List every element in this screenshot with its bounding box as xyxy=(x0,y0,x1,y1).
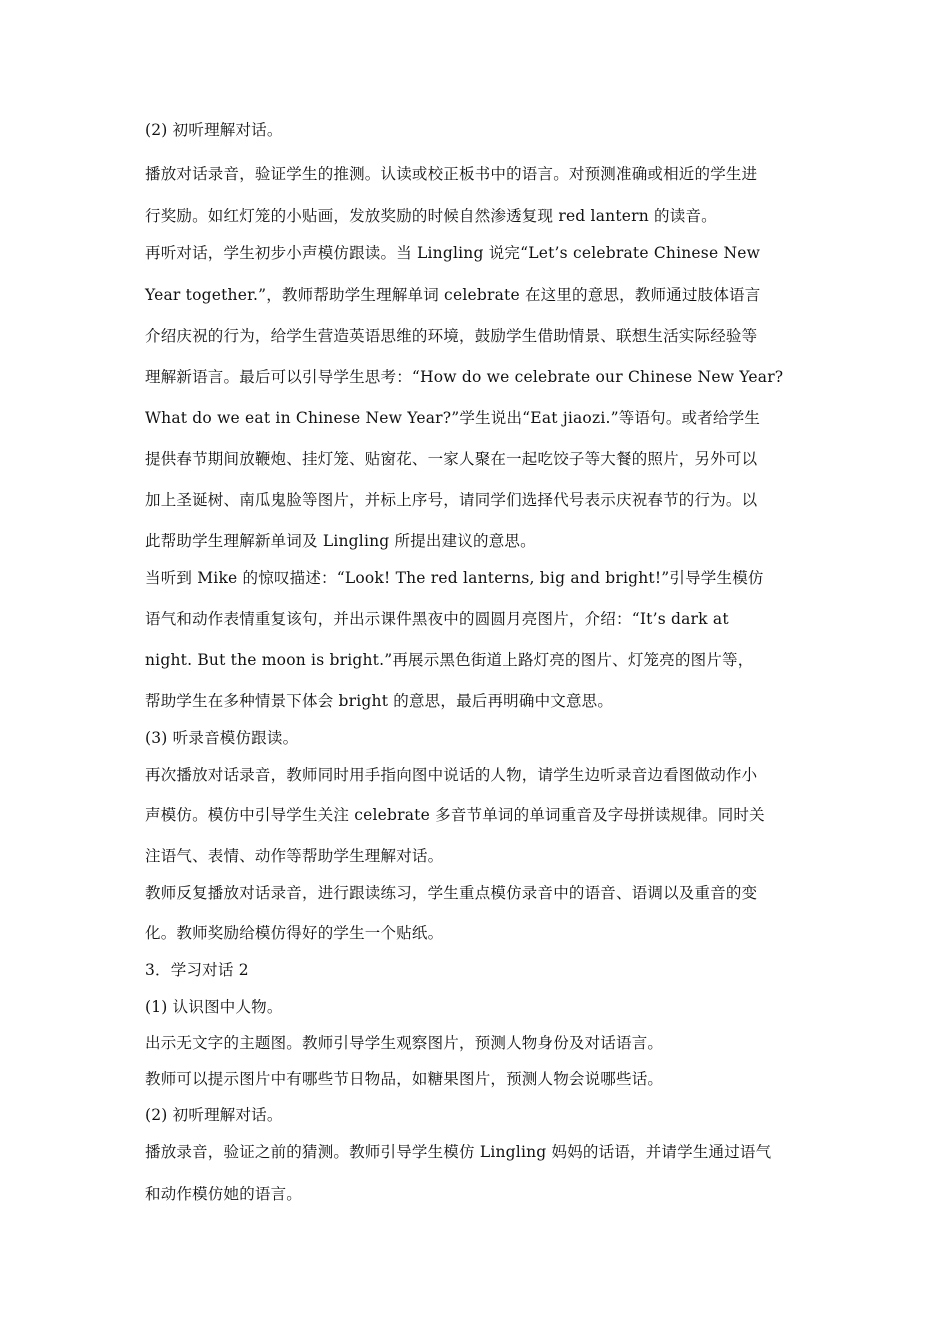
paragraph-line: 提供春节期间放鞭炮、挂灯笼、贴窗花、一家人聚在一起吃饺子等大餐的照片，另外可以 xyxy=(145,450,758,468)
paragraph-line: What do we eat in Chinese New Year?”学生说出“Eat jiaozi.”等语句。或者给学生 xyxy=(145,409,761,427)
section-heading-imitate-reading: (3) 听录音模仿跟读。 xyxy=(145,729,299,747)
paragraph-line: night. But the moon is bright.”再展示黑色街道上路灯亮的图片、灯笼亮的图片等， xyxy=(145,651,754,669)
paragraph-line: 出示无文字的主题图。教师引导学生观察图片，预测人物身份及对话语言。 xyxy=(145,1034,664,1052)
paragraph-line: 行奖励。如红灯笼的小贴画，发放奖励的时候自然渗透复现 red lantern 的读音。 xyxy=(145,207,717,225)
paragraph-line: 播放录音，验证之前的猜测。教师引导学生模仿 Lingling 妈妈的话语，并请学生通过语气 xyxy=(145,1143,772,1161)
section-heading-recognize-characters: (1) 认识图中人物。 xyxy=(145,998,283,1016)
paragraph-line: 教师反复播放对话录音，进行跟读练习，学生重点模仿录音中的语音、语调以及重音的变 xyxy=(145,884,758,902)
paragraph-line: 声模仿。模仿中引导学生关注 celebrate 多音节单词的单词重音及字母拼读规律。同时关 xyxy=(145,806,765,824)
paragraph-line: 教师可以提示图片中有哪些节日物品，如糖果图片，预测人物会说哪些话。 xyxy=(145,1070,664,1088)
paragraph-line: 再听对话，学生初步小声模仿跟读。当 Lingling 说完“Let’s celebrate Chinese New xyxy=(145,244,761,262)
paragraph-line: 帮助学生在多种情景下体会 bright 的意思，最后再明确中文意思。 xyxy=(145,692,614,710)
paragraph-line: 注语气、表情、动作等帮助学生理解对话。 xyxy=(145,847,444,865)
paragraph-line: 此帮助学生理解新单词及 Lingling 所提出建议的意思。 xyxy=(145,532,536,550)
paragraph-line: 和动作模仿她的语言。 xyxy=(145,1185,303,1203)
paragraph-line: 当听到 Mike 的惊叹描述：“Look! The red lanterns, big and bright!”引导学生模仿 xyxy=(145,569,764,587)
section-heading-initial-listening-2: (2) 初听理解对话。 xyxy=(145,1106,283,1124)
paragraph-line: 介绍庆祝的行为，给学生营造英语思维的环境，鼓励学生借助情景、联想生活实际经验等 xyxy=(145,327,758,345)
section-heading-dialogue-2: 3．学习对话 2 xyxy=(145,961,249,979)
paragraph-line: 语气和动作表情重复该句，并出示课件黑夜中的圆圆月亮图片，介绍：“It’s dark at xyxy=(145,610,729,628)
paragraph-line: 再次播放对话录音，教师同时用手指向图中说话的人物，请学生边听录音边看图做动作小 xyxy=(145,766,758,784)
paragraph-line: 化。教师奖励给模仿得好的学生一个贴纸。 xyxy=(145,924,444,942)
paragraph-line: 加上圣诞树、南瓜鬼脸等图片，并标上序号，请同学们选择代号表示庆祝春节的行为。以 xyxy=(145,491,758,509)
paragraph-line: 理解新语言。最后可以引导学生思考：“How do we celebrate our Chinese New Year? xyxy=(145,368,784,386)
paragraph-line: 播放对话录音，验证学生的推测。认读或校正板书中的语言。对预测准确或相近的学生进 xyxy=(145,165,758,183)
section-heading-initial-listening: (2) 初听理解对话。 xyxy=(145,121,283,139)
paragraph-line: Year together.”，教师帮助学生理解单词 celebrate 在这里的意思，教师通过肢体语言 xyxy=(145,286,761,304)
